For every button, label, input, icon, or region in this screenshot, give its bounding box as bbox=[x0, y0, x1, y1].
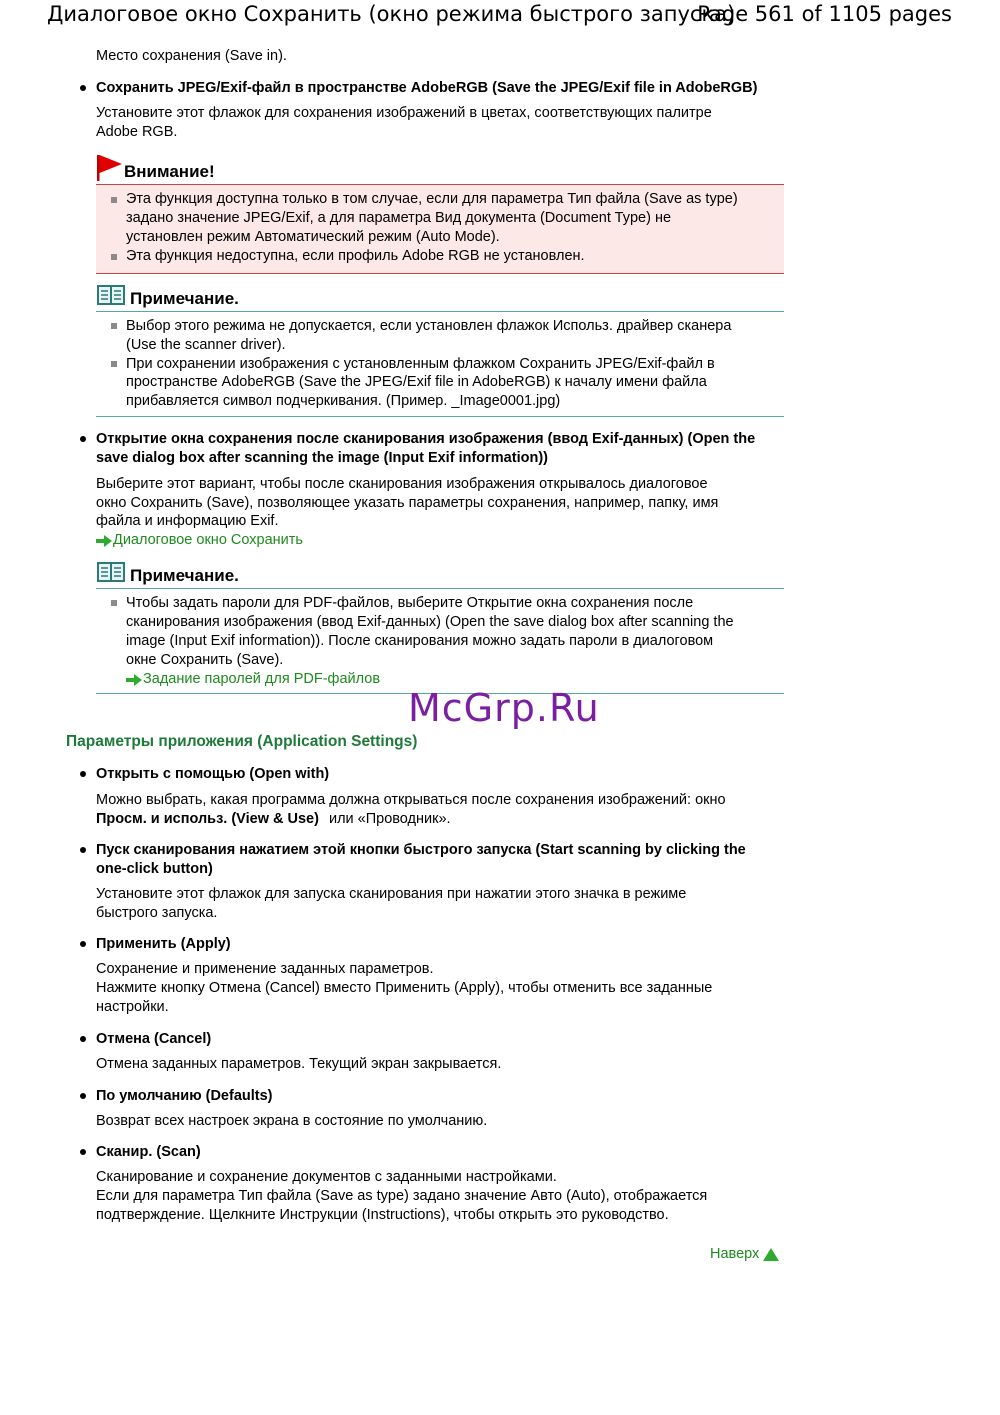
note1-item1-1: Выбор этого режима не допускается, если установлен флажок Использ. драйвер сканера bbox=[126, 318, 732, 334]
apply-desc-3: настройки. bbox=[96, 999, 169, 1015]
back-to-top-link[interactable] bbox=[710, 1245, 779, 1264]
square-bullet-icon bbox=[111, 361, 117, 367]
note1-bottom-rule bbox=[96, 416, 784, 417]
bullet-icon bbox=[80, 941, 86, 947]
square-bullet-icon bbox=[111, 323, 117, 329]
caution-flag-icon bbox=[97, 155, 123, 181]
open-with-desc-1: Можно выбрать, какая программа должна открываться после сохранения изображений: окно bbox=[96, 792, 726, 808]
start-scan-desc-1: Установите этот флажок для запуска сканирования при нажатии этого значка в режиме bbox=[96, 886, 687, 902]
apply-desc-2: Нажмите кнопку Отмена (Cancel) вместо Применить (Apply), чтобы отменить все заданные bbox=[96, 980, 713, 996]
note1-title: Примечание. bbox=[130, 289, 239, 308]
apply-heading: Применить (Apply) bbox=[96, 936, 231, 952]
open-with-heading: Открыть с помощью (Open with) bbox=[96, 766, 330, 782]
square-bullet-icon bbox=[111, 197, 117, 203]
bullet-icon bbox=[80, 1036, 86, 1042]
square-bullet-icon bbox=[111, 254, 117, 260]
scan-desc-2: Если для параметра Тип файла (Save as type) задано значение Авто (Auto), отображается bbox=[96, 1188, 708, 1204]
save-dialog-link-text[interactable]: Диалоговое окно Сохранить bbox=[113, 532, 303, 548]
square-bullet-icon bbox=[111, 600, 117, 606]
back-to-top-text[interactable]: Наверх bbox=[710, 1246, 760, 1262]
note2-item1-3: image (Input Exif information)). После сканирования можно задать пароли в диалоговом bbox=[126, 633, 714, 649]
scan-desc-3: подтверждение. Щелкните Инструкции (Instructions), чтобы открыть это руководство. bbox=[96, 1207, 669, 1223]
open-heading-2: save dialog box after scanning the image (Input Exif information)) bbox=[96, 450, 548, 466]
note2-item1-1: Чтобы задать пароли для PDF-файлов, выберите Открытие окна сохранения после bbox=[126, 595, 694, 611]
note2-item1-4: окне Сохранить (Save). bbox=[126, 652, 284, 668]
caution-item1-2: задано значение JPEG/Exif, а для параметра Вид документа (Document Type) не bbox=[126, 210, 672, 226]
open-with-desc-rest: или «Проводник». bbox=[328, 811, 451, 827]
note2-title: Примечание. bbox=[130, 566, 239, 585]
bullet-icon bbox=[80, 1149, 86, 1155]
caution-item1-1: Эта функция доступна только в том случае, если для параметра Тип файла (Save as type) bbox=[126, 191, 738, 207]
apply-desc-1: Сохранение и применение заданных параметров. bbox=[96, 961, 434, 977]
caution-item2: Эта функция недоступна, если профиль Adobe RGB не установлен. bbox=[126, 248, 585, 264]
defaults-desc: Возврат всех настроек экрана в состояние по умолчанию. bbox=[96, 1113, 488, 1129]
note-book-icon bbox=[97, 285, 125, 305]
section-title-app-settings: Параметры приложения (Application Settings) bbox=[66, 733, 418, 750]
intro-text: Место сохранения (Save in). bbox=[96, 48, 287, 64]
bullet-icon bbox=[80, 1093, 86, 1099]
note1-item2-3: прибавляется символ подчеркивания. (Пример. _Image0001.jpg) bbox=[126, 393, 561, 409]
open-with-desc-2 bbox=[96, 810, 451, 829]
cancel-desc: Отмена заданных параметров. Текущий экран закрывается. bbox=[96, 1056, 502, 1072]
open-desc-3: файла и информацию Exif. bbox=[96, 513, 279, 529]
adobe-desc-2: Adobe RGB. bbox=[96, 124, 178, 140]
caution-title: Внимание! bbox=[124, 162, 215, 181]
note1-top-rule bbox=[96, 311, 784, 312]
arrow-right-icon bbox=[96, 535, 112, 547]
start-scan-heading-1: Пуск сканирования нажатием этой кнопки быстрого запуска (Start scanning by clicking the bbox=[96, 842, 746, 858]
open-desc-1: Выберите этот вариант, чтобы после сканирования изображения открывалось диалоговое bbox=[96, 476, 708, 492]
view-use-label: Просм. и использ. (View & Use) bbox=[96, 811, 319, 827]
open-desc-2: окно Сохранить (Save), позволяющее указать параметры сохранения, например, папку, имя bbox=[96, 495, 719, 511]
watermark: McGrp.Ru bbox=[408, 686, 600, 730]
note2-item1-2: сканирования изображения (ввод Exif-данных) (Open the save dialog box after scanning the bbox=[126, 614, 734, 630]
bullet-icon bbox=[80, 771, 86, 777]
note-book-icon bbox=[97, 562, 125, 582]
caution-item1-3: установлен режим Автоматический режим (Auto Mode). bbox=[126, 229, 500, 245]
page-counter: Page 561 of 1105 pages bbox=[697, 2, 952, 26]
pdf-password-link-text[interactable]: Задание паролей для PDF-файлов bbox=[143, 671, 381, 687]
bullet-icon bbox=[80, 436, 86, 442]
open-heading-1: Открытие окна сохранения после сканирования изображения (ввод Exif-данных) (Open the bbox=[96, 431, 756, 447]
document-title: Диалоговое окно Сохранить (окно режима быстрого запуска) bbox=[47, 2, 736, 26]
note1-item1-2: (Use the scanner driver). bbox=[126, 337, 286, 353]
bullet-icon bbox=[80, 85, 86, 91]
arrow-right-icon bbox=[126, 674, 142, 686]
scan-heading: Сканир. (Scan) bbox=[96, 1144, 201, 1160]
adobe-heading: Сохранить JPEG/Exif-файл в пространстве AdobeRGB (Save the JPEG/Exif file in AdobeRGB) bbox=[96, 80, 758, 96]
cancel-heading: Отмена (Cancel) bbox=[96, 1031, 212, 1047]
scan-desc-1: Сканирование и сохранение документов с заданными настройками. bbox=[96, 1169, 557, 1185]
adobe-desc-1: Установите этот флажок для сохранения изображений в цветах, соответствующих палитре bbox=[96, 105, 712, 121]
arrow-up-icon bbox=[763, 1248, 779, 1261]
bullet-icon bbox=[80, 847, 86, 853]
save-dialog-link[interactable] bbox=[96, 531, 303, 550]
note1-item2-1: При сохранении изображения с установленным флажком Сохранить JPEG/Exif-файл в bbox=[126, 356, 715, 372]
note2-top-rule bbox=[96, 588, 784, 589]
start-scan-heading-2: one-click button) bbox=[96, 861, 213, 877]
note1-item2-2: пространстве AdobeRGB (Save the JPEG/Exif file in AdobeRGB) к началу имени файла bbox=[126, 374, 707, 390]
start-scan-desc-2: быстрого запуска. bbox=[96, 905, 218, 921]
defaults-heading: По умолчанию (Defaults) bbox=[96, 1088, 273, 1104]
pdf-password-link[interactable] bbox=[126, 670, 380, 689]
